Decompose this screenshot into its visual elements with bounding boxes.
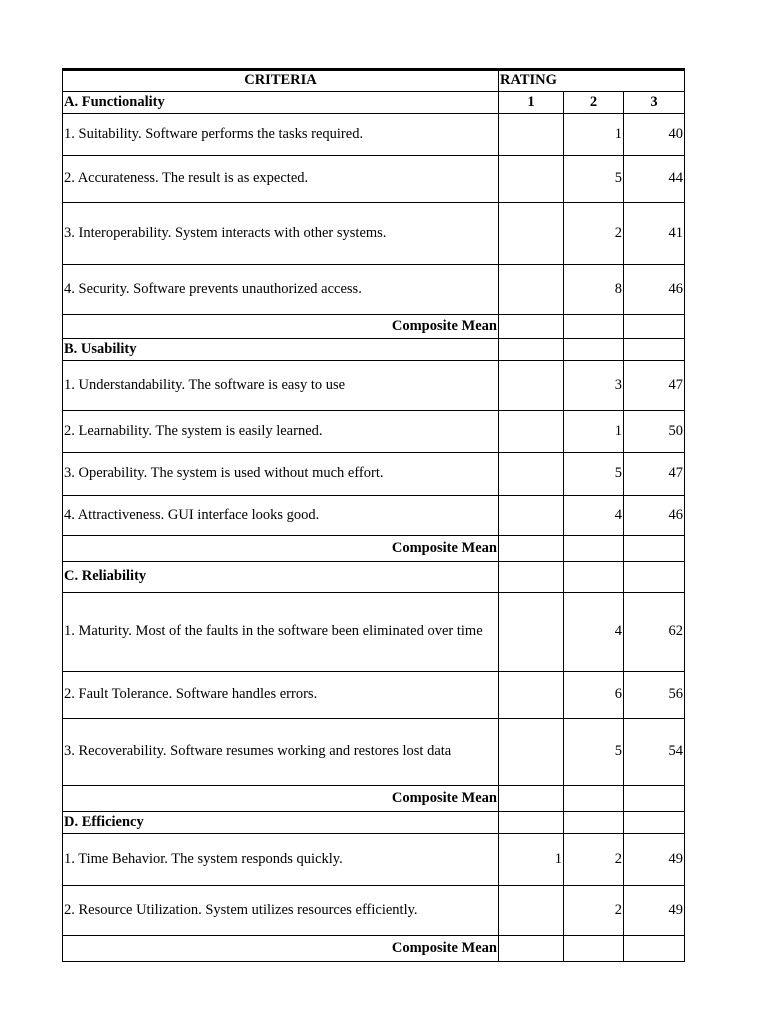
rating-col-3-header: 3 xyxy=(624,92,685,114)
composite-mean-row xyxy=(63,315,685,339)
criteria-label: 1. Suitability. Software performs the tasks required. xyxy=(63,114,499,156)
criteria-label: 1. Time Behavior. The system responds quickly. xyxy=(63,834,499,886)
section-title: C. Reliability xyxy=(63,562,499,593)
rating-3-value: 44 xyxy=(624,156,685,203)
criteria-label: 3. Interoperability. System interacts with other systems. xyxy=(63,203,499,265)
rating-3-value: 49 xyxy=(624,886,685,936)
rating-2-value: 2 xyxy=(564,834,624,886)
criteria-row xyxy=(63,453,685,496)
rating-3-value: 46 xyxy=(624,265,685,315)
rating-col-2-header: 2 xyxy=(564,92,624,114)
rating-3-value: 47 xyxy=(624,361,685,411)
composite-cell xyxy=(624,786,685,812)
criteria-row xyxy=(63,114,685,156)
rating-3-value: 56 xyxy=(624,672,685,719)
rating-1-value xyxy=(499,114,564,156)
criteria-row xyxy=(63,834,685,886)
composite-mean-row xyxy=(63,786,685,812)
criteria-row xyxy=(63,496,685,536)
section-title: A. Functionality xyxy=(63,92,499,114)
rating-col-1-header: 1 xyxy=(499,92,564,114)
rating-header: RATING xyxy=(499,70,685,92)
composite-cell xyxy=(624,315,685,339)
composite-cell xyxy=(564,536,624,562)
criteria-row xyxy=(63,672,685,719)
criteria-row xyxy=(63,361,685,411)
rating-1-value xyxy=(499,361,564,411)
criteria-row xyxy=(63,265,685,315)
criteria-label: 1. Maturity. Most of the faults in the software been eliminated over time xyxy=(63,593,499,672)
section-title: D. Efficiency xyxy=(63,812,499,834)
criteria-row xyxy=(63,203,685,265)
composite-mean-row xyxy=(63,936,685,962)
composite-cell xyxy=(499,315,564,339)
criteria-label: 2. Fault Tolerance. Software handles errors. xyxy=(63,672,499,719)
rating-1-value xyxy=(499,156,564,203)
composite-cell xyxy=(499,786,564,812)
composite-cell xyxy=(624,536,685,562)
rating-1-value xyxy=(499,203,564,265)
rating-3-value: 49 xyxy=(624,834,685,886)
rating-2-value: 4 xyxy=(564,593,624,672)
rating-3-value: 62 xyxy=(624,593,685,672)
rating-1-value xyxy=(499,672,564,719)
table-body xyxy=(63,70,685,962)
composite-cell xyxy=(624,936,685,962)
criteria-row xyxy=(63,719,685,786)
criteria-label: 2. Learnability. The system is easily learned. xyxy=(63,411,499,453)
composite-cell xyxy=(499,936,564,962)
rating-cell xyxy=(564,339,624,361)
rating-cell xyxy=(624,812,685,834)
rating-2-value: 6 xyxy=(564,672,624,719)
rating-cell xyxy=(499,562,564,593)
rating-1-value xyxy=(499,886,564,936)
header-row xyxy=(63,70,685,92)
criteria-label: 1. Understandability. The software is easy to use xyxy=(63,361,499,411)
rating-2-value: 5 xyxy=(564,719,624,786)
rating-1-value xyxy=(499,496,564,536)
rating-3-value: 40 xyxy=(624,114,685,156)
rating-cell xyxy=(624,562,685,593)
criteria-row xyxy=(63,593,685,672)
section-header-row xyxy=(63,92,685,114)
composite-mean-label: Composite Mean xyxy=(63,786,499,812)
criteria-label: 4. Security. Software prevents unauthorized access. xyxy=(63,265,499,315)
rating-1-value: 1 xyxy=(499,834,564,886)
composite-cell xyxy=(564,786,624,812)
criteria-row xyxy=(63,411,685,453)
rating-1-value xyxy=(499,719,564,786)
criteria-rating-table xyxy=(62,68,685,962)
criteria-label: 3. Operability. The system is used without much effort. xyxy=(63,453,499,496)
rating-cell xyxy=(564,562,624,593)
rating-2-value: 3 xyxy=(564,361,624,411)
section-title: B. Usability xyxy=(63,339,499,361)
composite-cell xyxy=(499,536,564,562)
composite-cell xyxy=(564,936,624,962)
composite-mean-label: Composite Mean xyxy=(63,536,499,562)
criteria-label: 4. Attractiveness. GUI interface looks good. xyxy=(63,496,499,536)
criteria-row xyxy=(63,156,685,203)
rating-2-value: 8 xyxy=(564,265,624,315)
rating-2-value: 2 xyxy=(564,203,624,265)
section-header-row xyxy=(63,812,685,834)
criteria-header: CRITERIA xyxy=(63,70,499,92)
rating-cell xyxy=(499,339,564,361)
rating-cell xyxy=(499,812,564,834)
rating-2-value: 1 xyxy=(564,114,624,156)
rating-1-value xyxy=(499,265,564,315)
composite-mean-label: Composite Mean xyxy=(63,315,499,339)
rating-2-value: 2 xyxy=(564,886,624,936)
rating-cell xyxy=(564,812,624,834)
section-header-row xyxy=(63,562,685,593)
criteria-label: 2. Resource Utilization. System utilizes resources efficiently. xyxy=(63,886,499,936)
rating-2-value: 5 xyxy=(564,453,624,496)
rating-2-value: 1 xyxy=(564,411,624,453)
rating-2-value: 5 xyxy=(564,156,624,203)
rating-1-value xyxy=(499,411,564,453)
composite-cell xyxy=(564,315,624,339)
criteria-row xyxy=(63,886,685,936)
rating-1-value xyxy=(499,453,564,496)
rating-3-value: 54 xyxy=(624,719,685,786)
composite-mean-label: Composite Mean xyxy=(63,936,499,962)
composite-mean-row xyxy=(63,536,685,562)
criteria-label: 3. Recoverability. Software resumes working and restores lost data xyxy=(63,719,499,786)
rating-3-value: 47 xyxy=(624,453,685,496)
rating-3-value: 50 xyxy=(624,411,685,453)
rating-3-value: 46 xyxy=(624,496,685,536)
rating-1-value xyxy=(499,593,564,672)
rating-cell xyxy=(624,339,685,361)
section-header-row xyxy=(63,339,685,361)
rating-2-value: 4 xyxy=(564,496,624,536)
rating-3-value: 41 xyxy=(624,203,685,265)
criteria-label: 2. Accurateness. The result is as expected. xyxy=(63,156,499,203)
